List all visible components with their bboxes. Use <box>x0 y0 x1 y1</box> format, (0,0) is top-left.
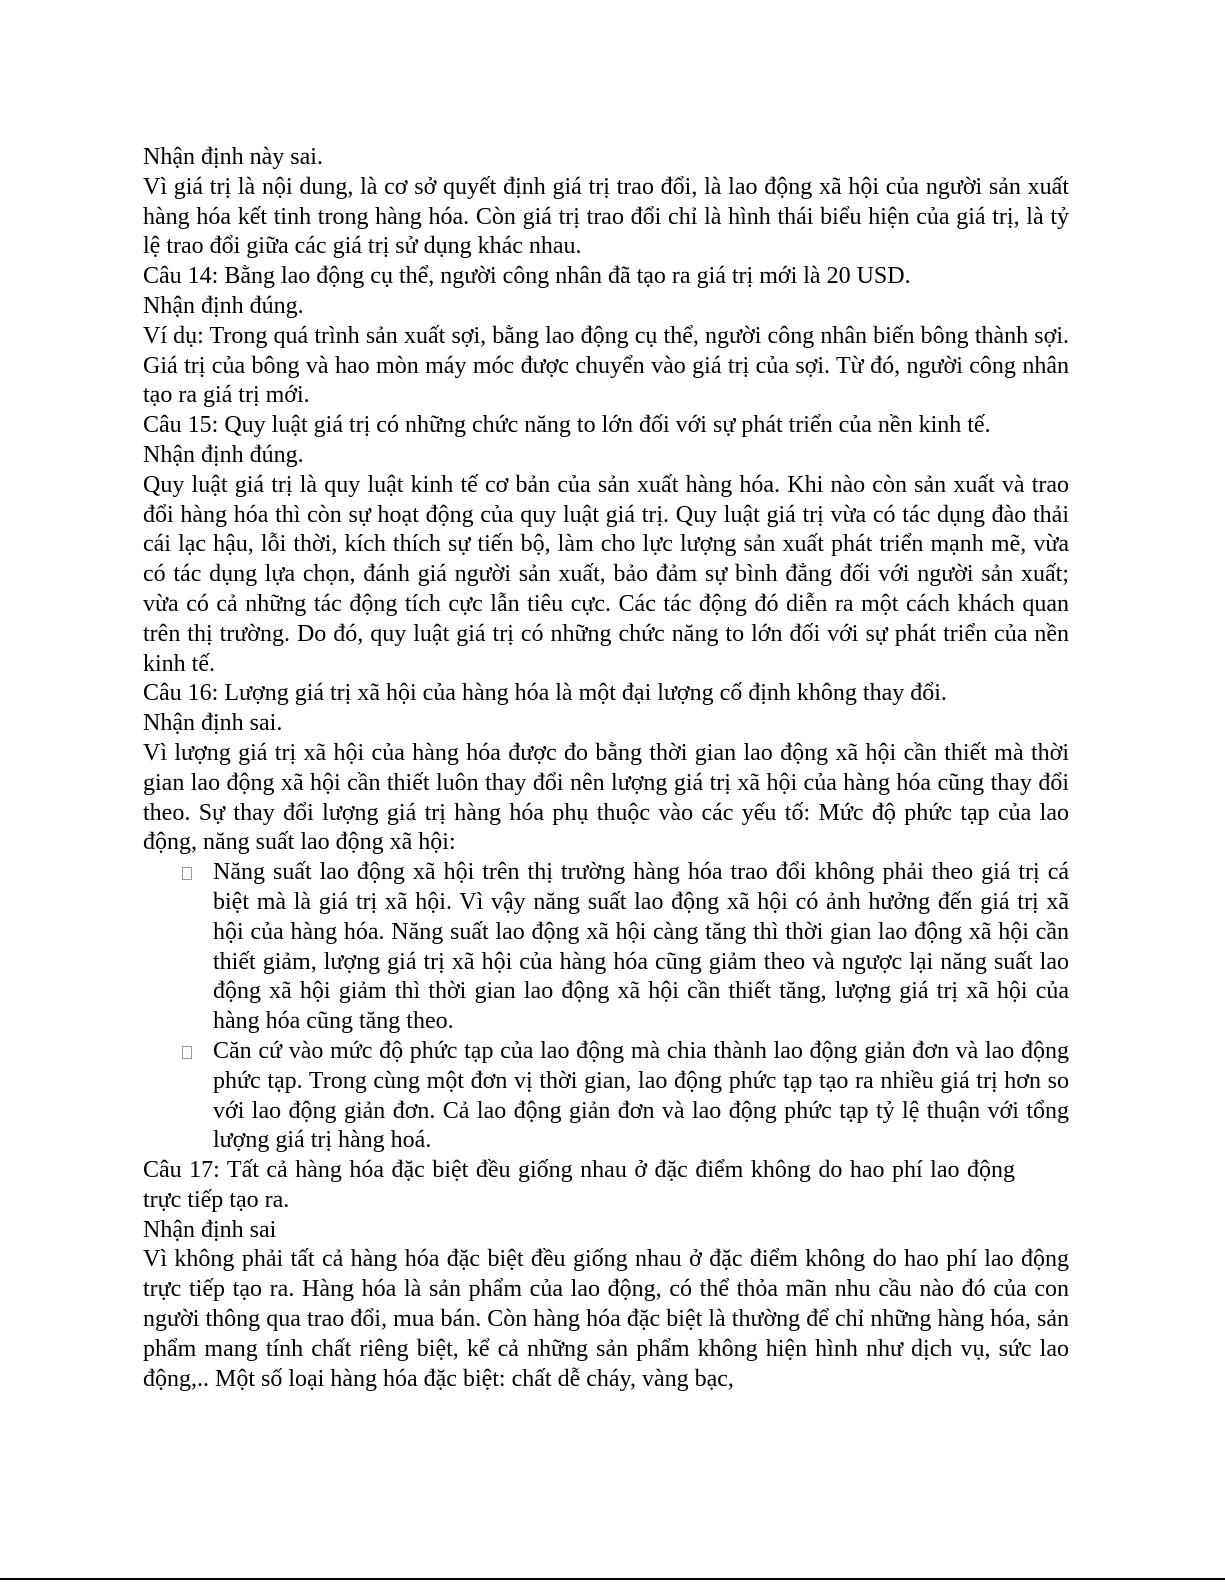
paragraph: Nhận định sai <box>143 1216 277 1243</box>
paragraph: Nhận định đúng. <box>143 292 304 319</box>
paragraph: Nhận định này sai. <box>143 144 323 170</box>
bullet-item <box>143 858 1069 1037</box>
bullet-item <box>143 1037 1069 1156</box>
bullet-list <box>143 858 1069 1156</box>
paragraph: Câu 14: Bằng lao động cụ thể, người công nhân đã tạo ra giá trị mới là 20 USD. <box>143 263 911 290</box>
paragraph: Vì không phải tất cả hàng hóa đặc biệt đều giống nhau ở đặc điểm không do hao phí lao động trực tiếp tạo ra. Hàng hóa là sản phẩm của lao động, có thể thỏa mãn nhu cầu nào đó của con người thông qua trao đổi, mua bán. Còn hàng hóa đặc biệt là thường để chỉ những hàng hóa, sản phẩm mang tính chất riêng biệt, kể cả những sản phẩm không hiện hình như dịch vụ, sức lao động,.. Một số loại hàng hóa đặc biệt: chất dễ cháy, vàng bạc, <box>143 1246 1069 1392</box>
paragraph: Câu 16: Lượng giá trị xã hội của hàng hóa là một đại lượng cố định không thay đổi. <box>143 680 947 707</box>
bullet-box-icon <box>182 867 192 880</box>
paragraph: Nhận định sai. <box>143 710 283 737</box>
bullet-box-icon <box>182 1046 192 1059</box>
bullet-text: Năng suất lao động xã hội trên thị trường hàng hóa trao đổi không phải theo giá trị cá biệt mà là giá trị xã hội. Vì vậy năng suất lao động xã hội có ảnh hưởng đến giá trị xã hội của hàng hóa. Năng suất lao động xã hội càng tăng thì thời gian lao động xã hội cần thiết giảm, lượng giá trị xã hội của hàng hóa cũng giảm theo và ngược lại năng suất lao động xã hội giảm thì thời gian lao động xã hội cần thiết tăng, lượng giá trị xã hội của hàng hóa cũng tăng theo. <box>213 859 1069 1035</box>
paragraph: Nhận định đúng. <box>143 441 304 468</box>
paragraph: Quy luật giá trị là quy luật kinh tế cơ bản của sản xuất hàng hóa. Khi nào còn sản xuất và trao đổi hàng hóa thì còn sự hoạt động của quy luật giá trị. Quy luật giá trị vừa có tác dụng đào thải cái lạc hậu, lỗi thời, kích thích sự tiến bộ, làm cho lực lượng sản xuất phát triển mạnh mẽ, vừa có tác dụng lựa chọn, đánh giá người sản xuất, bảo đảm sự bình đẳng đối với người sản xuất; vừa có cả những tác động tích cực lẫn tiêu cực. Các tác động đó diễn ra một cách khách quan trên thị trường. Do đó, quy luật giá trị có những chức năng to lớn đối với sự phát triển của nền kinh tế. <box>143 471 1069 677</box>
paragraph: Ví dụ: Trong quá trình sản xuất sợi, bằng lao động cụ thể, người công nhân biến bông thành sợi. Giá trị của bông và hao mòn máy móc được chuyển vào giá trị của sợi. Từ đó, người công nhân tạo ra giá trị mới. <box>143 322 1069 409</box>
document-page <box>143 143 1069 1394</box>
paragraph: Vì giá trị là nội dung, là cơ sở quyết định giá trị trao đổi, là lao động xã hội của người sản xuất hàng hóa kết tinh trong hàng hóa. Còn giá trị trao đổi chỉ là hình thái biểu hiện của giá trị, là tỷ lệ trao đổi giữa các giá trị sử dụng khác nhau. <box>143 173 1069 260</box>
paragraph: Câu 17: Tất cả hàng hóa đặc biệt đều giống nhau ở đặc điểm không do hao phí lao động trực tiếp tạo ra. <box>143 1157 1015 1213</box>
bullet-text: Căn cứ vào mức độ phức tạp của lao động mà chia thành lao động giản đơn và lao động phức tạp. Trong cùng một đơn vị thời gian, lao động phức tạp tạo ra nhiều giá trị hơn so với lao động giản đơn. Cả lao động giản đơn và lao động phức tạp tỷ lệ thuận với tổng lượng giá trị hàng hoá. <box>213 1037 1069 1154</box>
paragraph: Câu 15: Quy luật giá trị có những chức năng to lớn đối với sự phát triển của nền kinh tế. <box>143 412 991 439</box>
page-bottom-border <box>0 1578 1225 1580</box>
paragraph: Vì lượng giá trị xã hội của hàng hóa được đo bằng thời gian lao động xã hội cần thiết mà thời gian lao động xã hội cần thiết luôn thay đổi nên lượng giá trị xã hội của hàng hóa cũng thay đổi theo. Sự thay đổi lượng giá trị hàng hóa phụ thuộc vào các yếu tố: Mức độ phức tạp của lao động, năng suất lao động xã hội: <box>143 739 1069 856</box>
